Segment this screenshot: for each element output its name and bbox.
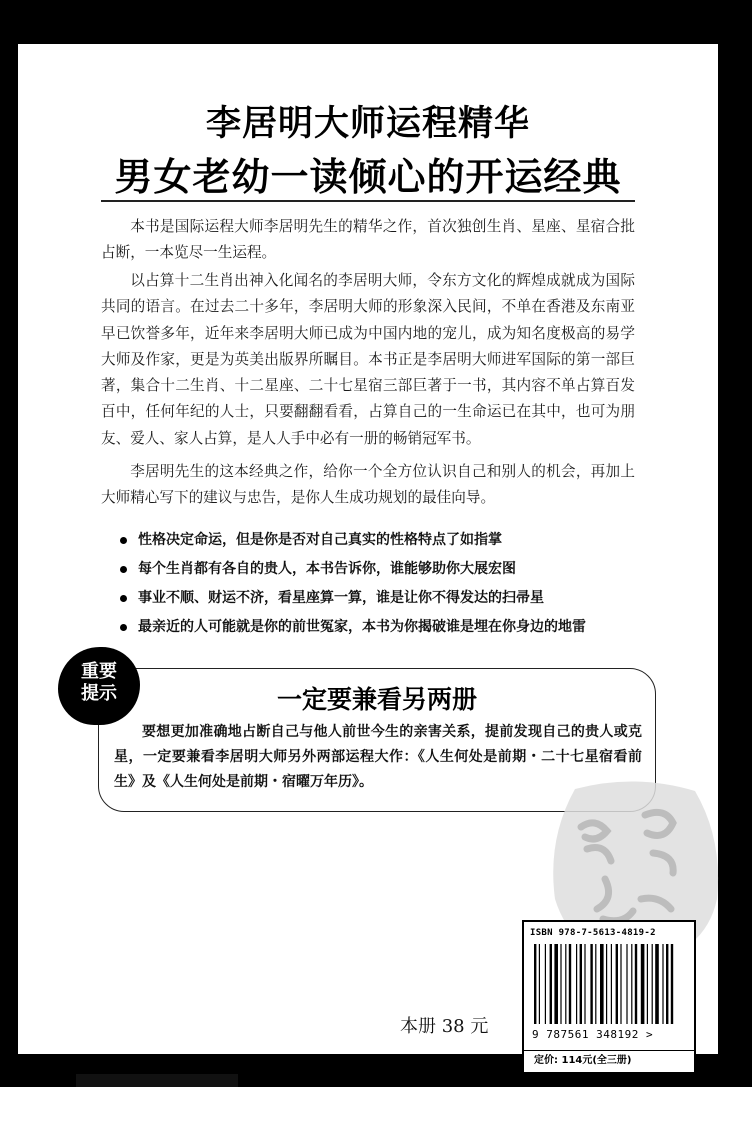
- back-cover: [18, 44, 718, 1066]
- intro-paragraph-1: 本书是国际运程大师李居明先生的精华之作，首次独创生肖、星座、星宿合批占断，一本览尽一生运程。: [101, 218, 635, 262]
- barcode-bar: [580, 944, 582, 1024]
- list-item: 性格决定命运，但是你是否对自己真实的性格特点了如指掌: [118, 526, 638, 555]
- bullet-dot-icon: [120, 566, 127, 573]
- cover-title-line1: 李居明大师运程精华: [205, 103, 530, 144]
- selling-points-list: [118, 526, 638, 642]
- barcode-bar: [576, 944, 577, 1024]
- barcode-bar: [584, 944, 585, 1024]
- total-price: 定价: 114元(全三册): [524, 1050, 694, 1071]
- intro-paragraph-2: 以占算十二生肖出神入化闻名的李居明大师，令东方文化的辉煌成就成为国际共同的语言。在过去二十多年，李居明大师的形象深入民间，不单在香港及东南亚早已饮誉多年，近年来李居明大师已成为中国内地的宠儿，成为知名度极高的易学大师及作家，更是为英美出版界所瞩目。本书正是李居明大师进军国际的第一部巨著，集合十二生肖、十二星座、二十七星宿三部巨著于一书，其内容不单占算百发百中，任何年纪的人士，只要翻翻看看，占算自己的一生命运已在其中，也可为朋友、爱人、家人占算，是人人手中必有一册的畅销冠军书。: [101, 272, 635, 447]
- barcode-bar: [539, 944, 540, 1024]
- barcode-bar: [534, 944, 536, 1024]
- barcode-bar: [647, 944, 648, 1024]
- barcode-bar: [550, 944, 552, 1024]
- barcode-bar: [666, 944, 668, 1024]
- bottom-code-strip: [76, 1074, 238, 1087]
- barcode-bar: [595, 944, 596, 1024]
- cover-title-line2: 男女老幼一读倾心的开运经典: [114, 154, 622, 199]
- barcode-panel: [522, 920, 696, 1074]
- barcode-bar: [631, 944, 632, 1024]
- list-item: 每个生肖都有各自的贵人，本书告诉你，谁能够助你大展宏图: [118, 555, 638, 584]
- bullet-dot-icon: [120, 624, 127, 631]
- barcode-bar: [671, 944, 673, 1024]
- barcode-bar: [641, 944, 645, 1024]
- badge-line2: 提示: [81, 683, 117, 704]
- intro-paragraph-3: 李居明先生的这本经典之作，给你一个全方位认识自己和别人的机会，再加上大师精心写下的建议与忠告，是你人生成功规划的最佳向导。: [101, 463, 635, 507]
- list-item: 最亲近的人可能就是你的前世冤家，本书为你揭破谁是埋在你身边的地雷: [118, 613, 638, 642]
- bottom-margin: [0, 1087, 752, 1122]
- barcode-bar: [554, 944, 558, 1024]
- barcode-bar: [600, 944, 604, 1024]
- barcode-bar: [620, 944, 621, 1024]
- barcode-bar: [606, 944, 607, 1024]
- list-item: 事业不顺、财运不济，看星座算一算，谁是让你不得发达的扫帚星: [118, 584, 638, 613]
- barcode-bar: [611, 944, 612, 1024]
- notice-title: 一定要兼看另两册: [276, 685, 477, 714]
- barcode-number: 9 787561 348192 >: [532, 1028, 654, 1041]
- badge-line1: 重要: [81, 661, 117, 682]
- bullet-dot-icon: [120, 537, 127, 544]
- barcode-image: [532, 944, 690, 1026]
- barcode-bar: [616, 944, 618, 1024]
- barcode-bar: [626, 944, 627, 1024]
- barcode-bar: [569, 944, 571, 1024]
- isbn-label: ISBN 978-7-5613-4819-2: [530, 928, 656, 938]
- barcode-bar: [662, 944, 663, 1024]
- notice-text: 要想更加准确地占断自己与他人前世今生的亲害关系，提前发现自己的贵人或克星，一定要兼看李居明大师另外两部运程大作：《人生何处是前期・二十七星宿看前生》及《人生何处是前期・宿曜万年历》。: [114, 724, 642, 790]
- barcode-bar: [545, 944, 546, 1024]
- bullet-dot-icon: [120, 595, 127, 602]
- volume-price: 本册 38 元: [400, 1016, 489, 1037]
- barcode-bar: [560, 944, 561, 1024]
- barcode-bar: [655, 944, 659, 1024]
- barcode-bar: [590, 944, 592, 1024]
- barcode-bar: [635, 944, 637, 1024]
- barcode-bar: [565, 944, 566, 1024]
- title-divider: [101, 200, 635, 202]
- barcode-bar: [652, 944, 653, 1024]
